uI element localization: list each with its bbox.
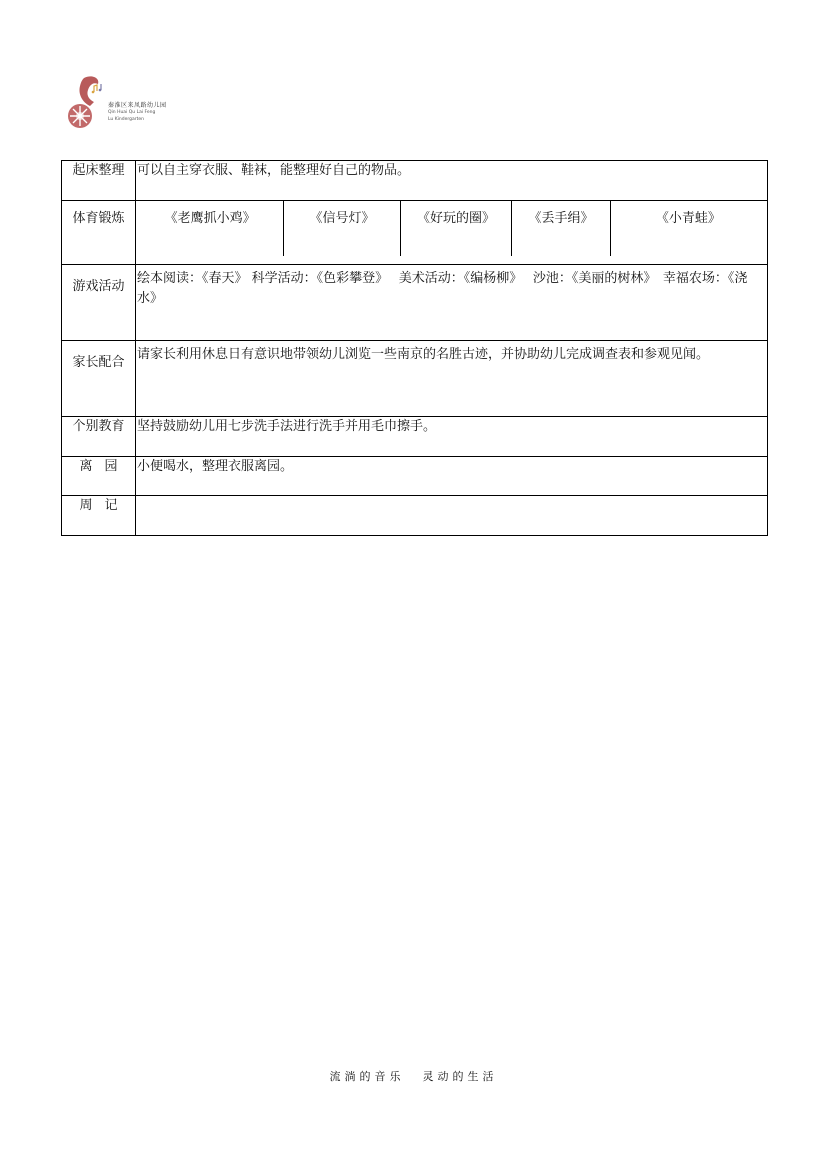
row-content-leave: 小便喝水，整理衣服离园。	[136, 457, 768, 496]
kindergarten-emblem-icon	[64, 72, 108, 132]
sports-game: 《好玩的圈》	[401, 201, 512, 256]
row-label-parents: 家长配合	[62, 341, 136, 417]
row-content-weekly-notes[interactable]	[136, 496, 768, 536]
footer-slogan-left: 流淌的音乐	[329, 1070, 405, 1083]
row-content-parents: 请家长利用休息日有意识地带领幼儿浏览一些南京的名胜古迹，并协助幼儿完成调查表和参观见闻。	[136, 341, 768, 417]
table-row	[62, 496, 768, 536]
kindergarten-logo	[64, 72, 184, 132]
logo-name-en-2: Lu Kindergarten	[108, 116, 145, 122]
table-row	[62, 265, 768, 341]
table-row	[62, 417, 768, 457]
row-content-individual: 坚持鼓励幼儿用七步洗手法进行洗手并用毛巾擦手。	[136, 417, 768, 457]
row-label-individual: 个别教育	[62, 417, 136, 457]
sports-game: 《小青蛙》	[655, 211, 721, 226]
row-label-weekly-notes: 周记	[62, 496, 136, 536]
logo-name-en-1: Qin Huai Qu Lai Feng	[108, 110, 156, 115]
table-row	[62, 161, 768, 201]
sports-game: 《老鹰抓小鸡》	[137, 201, 284, 256]
footer-slogan-right: 灵动的生活	[422, 1070, 498, 1083]
sports-game: 《信号灯》	[284, 201, 400, 256]
sports-games-cell	[136, 201, 768, 265]
row-label-wakeup: 起床整理	[62, 161, 136, 201]
table-row	[62, 201, 768, 265]
row-label-leave: 离园	[62, 457, 136, 496]
table-row	[62, 457, 768, 496]
table-row	[62, 341, 768, 417]
logo-name-cn: 秦淮区来凤路幼儿园	[108, 102, 167, 109]
page-footer	[0, 1068, 827, 1084]
daily-plan-table	[61, 160, 768, 536]
sports-game: 《丢手绢》	[512, 201, 611, 256]
row-label-sports: 体育锻炼	[62, 201, 136, 265]
row-label-games: 游戏活动	[62, 265, 136, 341]
row-content-wakeup: 可以自主穿衣服、鞋袜，能整理好自己的物品。	[136, 161, 768, 201]
row-content-games: 绘本阅读：《春天》 科学活动：《色彩攀登》 美术活动：《编杨柳》 沙池：《美丽的树林》 幸福农场：《浇水》	[136, 265, 768, 341]
